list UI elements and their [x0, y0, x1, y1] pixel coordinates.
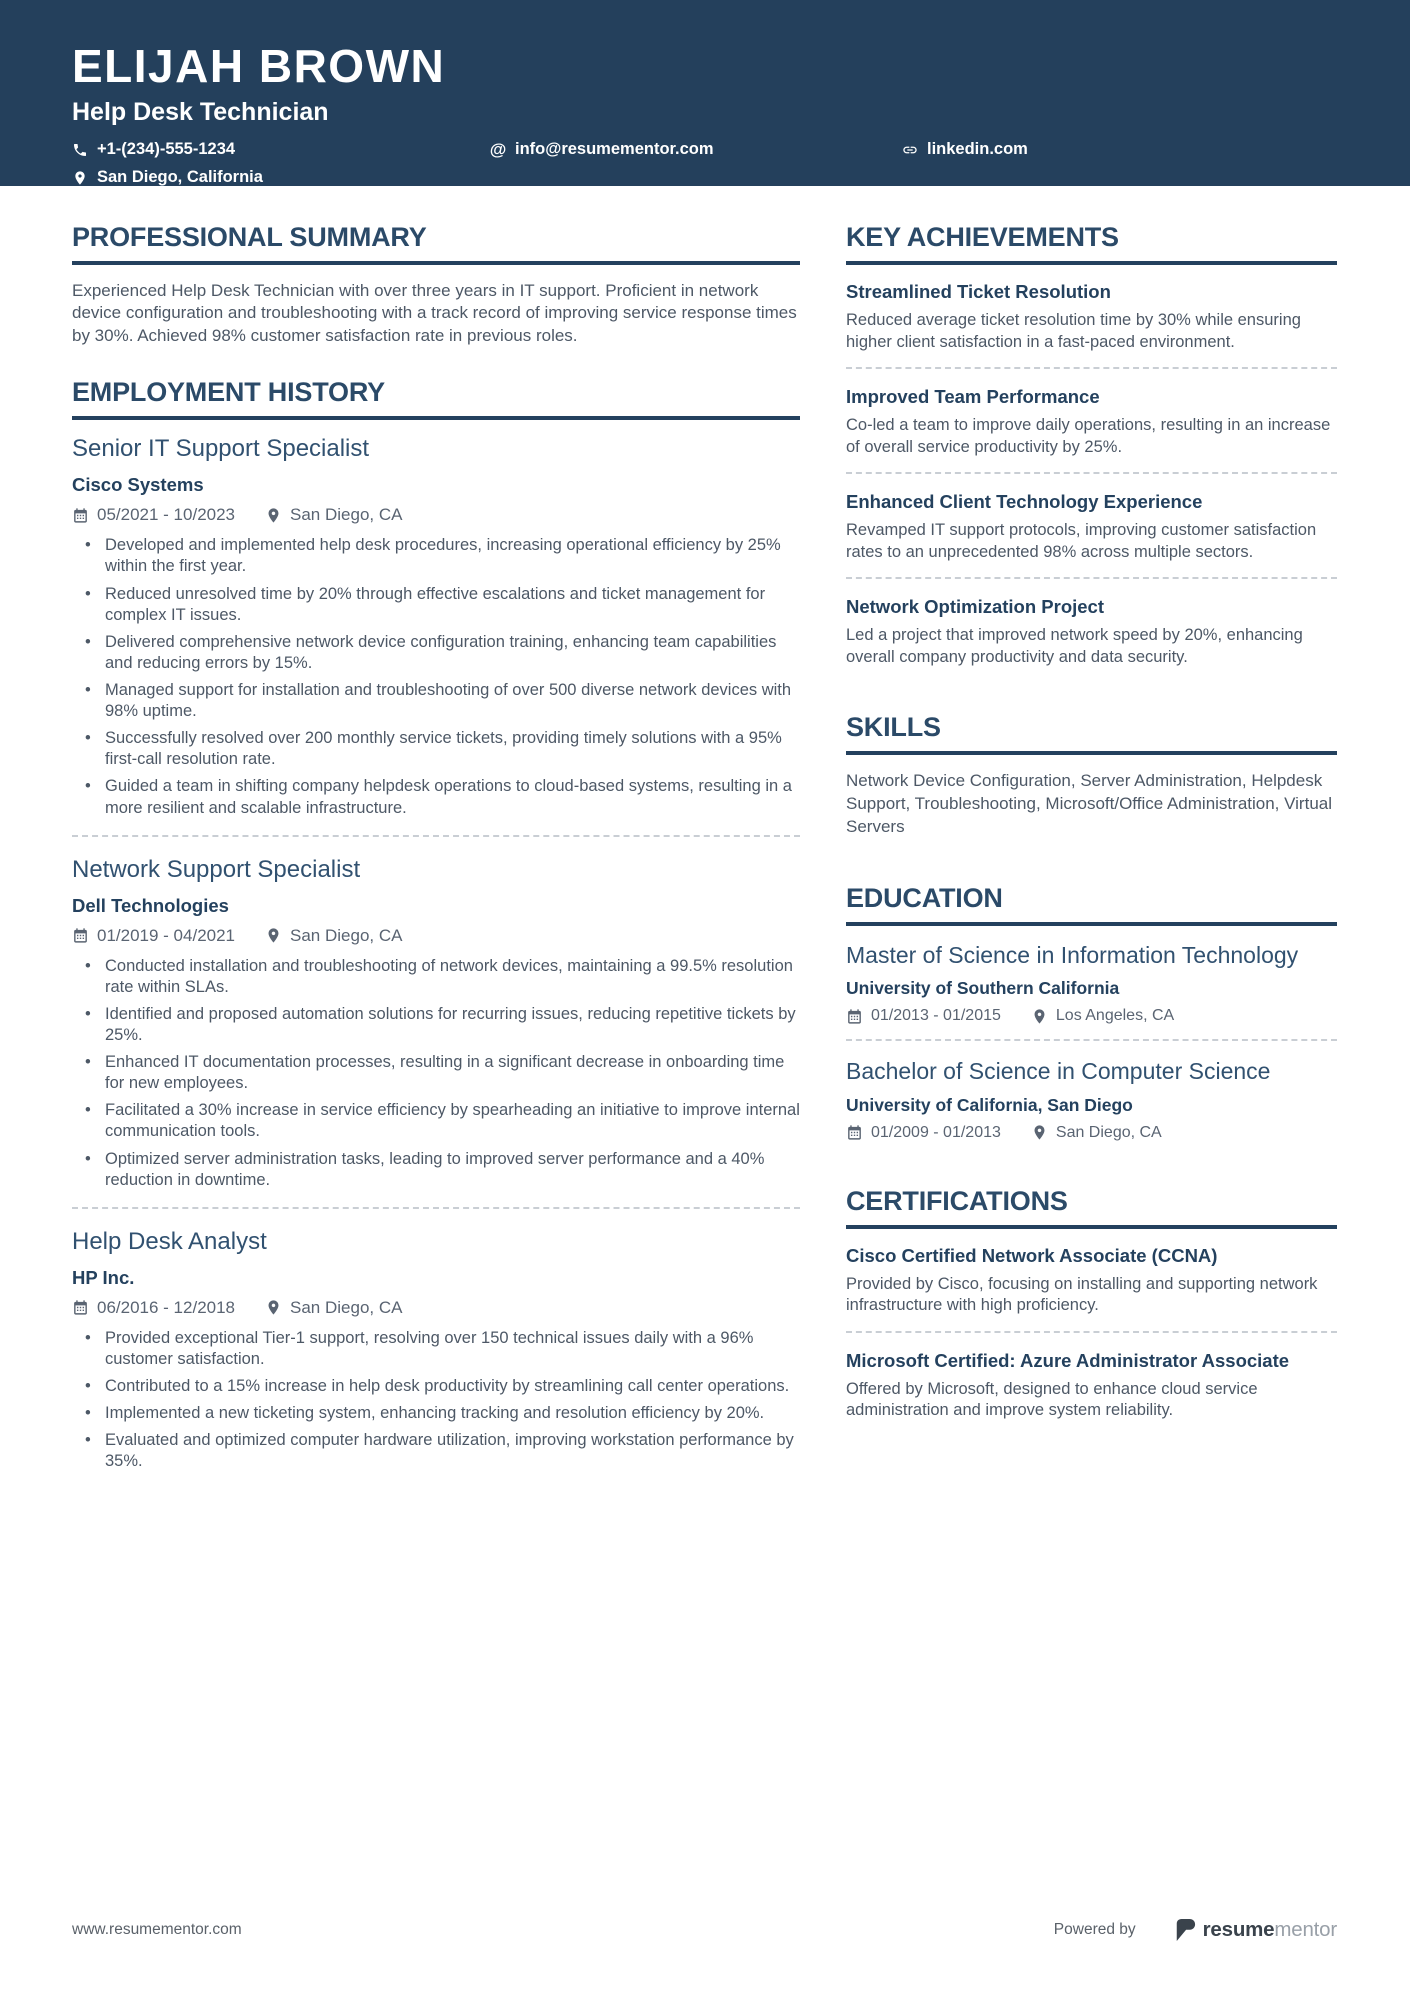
achievement-title: Improved Team Performance	[846, 386, 1100, 407]
summary-heading: PROFESSIONAL SUMMARY	[72, 222, 800, 265]
certifications-heading: CERTIFICATIONS	[846, 1186, 1337, 1229]
contact-row-2	[72, 168, 1337, 187]
job-title: Senior IT Support Specialist	[72, 435, 370, 463]
right-column	[846, 222, 1337, 1502]
divider	[846, 1331, 1337, 1333]
person-job-title: Help Desk Technician	[72, 98, 329, 127]
job-meta	[72, 505, 800, 525]
skills-text: Network Device Configuration, Server Administration, Helpdesk Support, Troubleshooting, Microsoft/Office Administration, Virtual Servers	[846, 771, 1333, 836]
location-pin-icon	[265, 1299, 282, 1316]
job-title: Help Desk Analyst	[72, 1227, 267, 1255]
education-location	[1031, 1007, 1174, 1025]
degree-name: Bachelor of Science in Computer Science	[846, 1058, 1271, 1085]
education-item	[846, 941, 1337, 1026]
location-pin-icon	[1031, 1008, 1048, 1025]
education-meta	[846, 1007, 1337, 1025]
achievements-heading: KEY ACHIEVEMENTS	[846, 222, 1337, 265]
education-dates-label: 01/2009 - 01/2013	[871, 1123, 1001, 1141]
section-employment-history	[72, 377, 800, 1472]
summary-text: Experienced Help Desk Technician with over three years in IT support. Proficient in network device configuration and troubleshooting with a track record of improving service response times by 30%. Achieved 98% customer satisfaction rate in previous roles.	[72, 281, 797, 345]
contact-phone	[72, 140, 490, 159]
job-location	[265, 926, 402, 946]
footer-site-link[interactable]: www.resumementor.com	[72, 1921, 242, 1938]
education-location-label: San Diego, CA	[1055, 1123, 1162, 1141]
education-meta	[846, 1124, 1337, 1142]
contact-linkedin-label: linkedin.com	[927, 140, 1028, 159]
job-bullet: • Identified and proposed automation solutions for recurring issues, reducing repetitive tickets by 25%.	[72, 1004, 800, 1046]
job-bullet: • Implemented a new ticketing system, enhancing tracking and resolution efficiency by 20%.	[72, 1403, 800, 1424]
certification-title: Microsoft Certified: Azure Administrator Associate	[846, 1349, 1290, 1371]
education-dates	[846, 1124, 1001, 1142]
achievement-item	[846, 490, 1337, 563]
calendar-icon	[846, 1124, 863, 1141]
achievement-item	[846, 595, 1337, 668]
company-name: HP Inc.	[72, 1266, 135, 1288]
achievement-text: Revamped IT support protocols, improving customer satisfaction rates to an unprecedented 98% across multiple sectors.	[846, 521, 1317, 561]
job-bullet: • Facilitated a 30% increase in service efficiency by spearheading an initiative to improve internal communication tools.	[72, 1100, 800, 1142]
job-entry	[72, 435, 800, 818]
achievement-text: Reduced average ticket resolution time by 30% while ensuring higher client satisfaction in a fast-paced environment.	[846, 311, 1301, 351]
section-education	[846, 883, 1337, 1142]
contact-location	[72, 168, 263, 187]
contact-row	[72, 140, 1337, 159]
main-content	[0, 186, 1410, 1502]
job-bullets	[72, 956, 800, 1191]
achievement-item	[846, 280, 1337, 353]
contact-linkedin[interactable]	[902, 140, 1028, 159]
contact-phone-label: +1-(234)-555-1234	[97, 140, 236, 159]
job-bullet: • Developed and implemented help desk procedures, increasing operational efficiency by 25% within the first year.	[72, 535, 800, 577]
divider	[72, 1207, 800, 1209]
job-meta	[72, 926, 800, 946]
header	[0, 0, 1410, 186]
job-entry	[72, 1228, 800, 1473]
skills-heading: SKILLS	[846, 712, 1337, 755]
job-location-label: San Diego, CA	[290, 1297, 403, 1317]
job-bullet: • Successfully resolved over 200 monthly service tickets, providing timely solutions with a 95% first-call resolution rate.	[72, 728, 800, 770]
job-bullet: • Reduced unresolved time by 20% through effective escalations and ticket management for complex IT issues.	[72, 584, 800, 626]
job-bullet: • Managed support for installation and troubleshooting of over 500 diverse network devices with 98% uptime.	[72, 680, 800, 722]
contact-email-label: info@resumementor.com	[515, 140, 714, 159]
job-bullet: • Conducted installation and troubleshooting of network devices, maintaining a 99.5% resolution rate within SLAs.	[72, 956, 800, 998]
footer-branding	[1054, 1917, 1337, 1943]
resumementor-logo	[1174, 1917, 1337, 1943]
job-dates	[72, 505, 235, 525]
job-bullet: • Evaluated and optimized computer hardware utilization, improving workstation performance by 35%.	[72, 1430, 800, 1472]
certification-text: Provided by Cisco, focusing on installing and supporting network infrastructure with high proficiency.	[846, 1274, 1318, 1315]
school-name: University of California, San Diego	[846, 1094, 1133, 1115]
powered-by-label: Powered by	[1053, 1921, 1136, 1938]
certification-item	[846, 1244, 1337, 1317]
achievement-item	[846, 385, 1337, 458]
achievement-text: Led a project that improved network speed by 20%, enhancing overall company productivity and data security.	[846, 626, 1303, 666]
person-name: ELIJAH BROWN	[72, 40, 446, 92]
certification-item	[846, 1349, 1337, 1422]
education-location	[1031, 1124, 1162, 1142]
calendar-icon	[72, 507, 89, 524]
job-dates-label: 06/2016 - 12/2018	[97, 1297, 236, 1317]
divider	[846, 472, 1337, 474]
job-bullet: • Guided a team in shifting company helpdesk operations to cloud-based systems, resulting in a more resilient and scalable infrastructure.	[72, 776, 800, 818]
job-bullet: • Provided exceptional Tier-1 support, resolving over 150 technical issues daily with a 96% customer satisfaction.	[72, 1328, 800, 1370]
job-entry	[72, 856, 800, 1191]
link-icon	[902, 142, 918, 158]
job-dates-label: 05/2021 - 10/2023	[97, 505, 236, 525]
job-bullet: • Delivered comprehensive network device configuration training, enhancing team capabilities and reducing errors by 15%.	[72, 632, 800, 674]
achievement-title: Enhanced Client Technology Experience	[846, 491, 1203, 512]
certification-text: Offered by Microsoft, designed to enhance cloud service administration and improve system reliability.	[846, 1379, 1258, 1420]
calendar-icon	[72, 927, 89, 944]
contact-location-label: San Diego, California	[97, 168, 263, 187]
school-name: University of Southern California	[846, 978, 1120, 999]
education-dates-label: 01/2013 - 01/2015	[871, 1007, 1001, 1025]
divider	[846, 1039, 1337, 1041]
at-icon: @	[489, 140, 507, 160]
resumementor-logo-text: resumementor	[1202, 1918, 1337, 1941]
job-meta	[72, 1298, 800, 1318]
achievement-text: Co-led a team to improve daily operations, resulting in an increase of overall service productivity by 25%.	[846, 416, 1331, 456]
education-dates	[846, 1007, 1001, 1025]
divider	[846, 367, 1337, 369]
section-key-achievements	[846, 222, 1337, 668]
job-bullets	[72, 1328, 800, 1473]
job-bullet: • Optimized server administration tasks, leading to improved server performance and a 40% reduction in downtime.	[72, 1149, 800, 1191]
employment-heading: EMPLOYMENT HISTORY	[72, 377, 800, 420]
job-title: Network Support Specialist	[72, 855, 361, 883]
section-certifications	[846, 1186, 1337, 1422]
degree-name: Master of Science in Information Technology	[846, 941, 1299, 968]
divider	[846, 577, 1337, 579]
company-name: Cisco Systems	[72, 474, 204, 496]
job-location	[265, 1298, 402, 1318]
certification-title: Cisco Certified Network Associate (CCNA)	[846, 1244, 1218, 1266]
company-name: Dell Technologies	[72, 894, 229, 916]
location-pin-icon	[265, 927, 282, 944]
footer	[72, 1917, 1337, 1943]
job-dates	[72, 926, 235, 946]
contact-email[interactable]	[490, 140, 902, 159]
calendar-icon	[72, 1299, 89, 1316]
divider	[72, 835, 800, 837]
job-bullet: • Enhanced IT documentation processes, resulting in a significant decrease in onboarding time for new employees.	[72, 1052, 800, 1094]
left-column	[72, 222, 800, 1502]
job-bullets	[72, 535, 800, 818]
job-bullet: • Contributed to a 15% increase in help desk productivity by streamlining call center operations.	[72, 1376, 800, 1397]
location-pin-icon	[265, 507, 282, 524]
job-location	[265, 505, 402, 525]
job-location-label: San Diego, CA	[290, 925, 403, 945]
achievement-title: Streamlined Ticket Resolution	[846, 281, 1111, 302]
section-professional-summary	[72, 222, 800, 347]
section-skills	[846, 712, 1337, 839]
job-dates	[72, 1298, 235, 1318]
calendar-icon	[846, 1008, 863, 1025]
achievement-title: Network Optimization Project	[846, 596, 1105, 617]
resumementor-logo-icon	[1174, 1917, 1196, 1943]
location-pin-icon	[72, 170, 88, 186]
education-item	[846, 1057, 1337, 1142]
education-heading: EDUCATION	[846, 883, 1337, 926]
education-location-label: Los Angeles, CA	[1055, 1007, 1175, 1025]
location-pin-icon	[1031, 1124, 1048, 1141]
phone-icon	[72, 142, 88, 158]
job-dates-label: 01/2019 - 04/2021	[97, 925, 236, 945]
job-location-label: San Diego, CA	[290, 505, 403, 525]
